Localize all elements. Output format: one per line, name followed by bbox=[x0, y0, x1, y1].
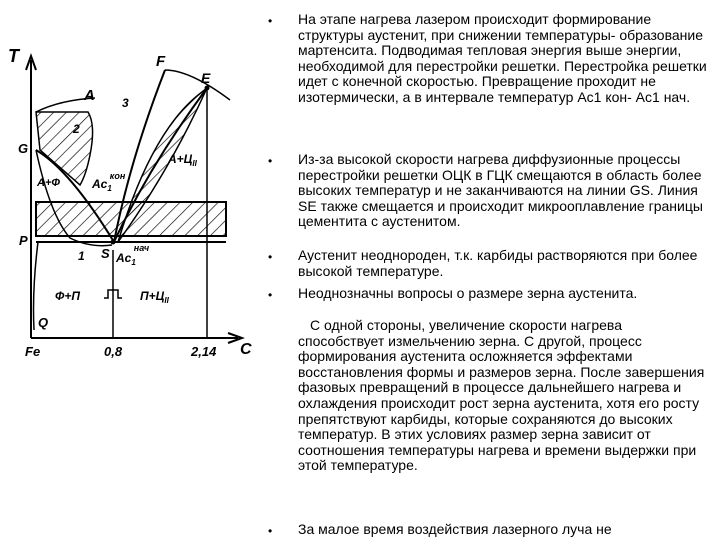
iron-carbon-diagram bbox=[0, 0, 262, 540]
label-point-q: Q bbox=[38, 315, 49, 330]
label-curve-2: 2 bbox=[73, 122, 80, 136]
label-tick-0-8: 0,8 bbox=[104, 344, 123, 359]
label-c-axis: C bbox=[240, 341, 252, 358]
bullet-4: • bbox=[268, 288, 273, 302]
point-e-dot bbox=[205, 86, 210, 91]
label-point-f: F bbox=[156, 53, 166, 70]
label-region-p-ts: $П+Ц_{II}$ bbox=[140, 289, 169, 305]
paragraph-austenite-heterogeneous: Аустенит неоднороден, т.к. карбиды растворяются при более высокой температуре. bbox=[298, 247, 698, 279]
bullet-5: • bbox=[268, 524, 273, 538]
label-point-g: G bbox=[18, 141, 29, 156]
label-fe: Fe bbox=[25, 344, 41, 359]
label-point-e: E bbox=[201, 70, 211, 86]
label-point-p: P bbox=[19, 233, 28, 248]
diagram-svg bbox=[0, 0, 262, 540]
point-s-dot bbox=[111, 240, 116, 245]
bullet-3: • bbox=[268, 250, 273, 264]
label-curve-3: 3 bbox=[122, 96, 129, 110]
bullet-2: • bbox=[268, 154, 273, 168]
paragraph-grain-growth: С одной стороны, увеличение скорости нагрева способствует измельчению зерна. С другой, процесс формирования аустенита осложняется эффектами восстановления формы и размеров зерна. После завершения фазовых превращений в процессе дальнейшего нагрева и охлаждения происходит рост зерна аустенита, хотя его росту препятствуют карбиды, которые сохраняются до высоких температур. В этих условиях размер зерна зависит от соотношения температуры нагрева и времени выдержки при этой температуре. bbox=[298, 317, 705, 474]
label-phase-a: A bbox=[84, 87, 95, 104]
label-region-f-p: Ф+П bbox=[55, 289, 81, 303]
paragraph-grain-size: Неоднозначны вопросы о размере зерна аустенита. bbox=[298, 285, 638, 301]
bullet-1: • bbox=[268, 14, 273, 28]
label-region-a-ts: $A+Ц_{II}$ bbox=[168, 152, 197, 168]
paragraph-short-exposure: За малое время воздействия лазерного луча не bbox=[298, 521, 612, 537]
label-region-a-f: A+Ф bbox=[37, 177, 60, 189]
label-curve-1: 1 bbox=[78, 249, 85, 263]
label-t-axis: T bbox=[8, 46, 19, 66]
label-point-s: S bbox=[101, 246, 110, 261]
label-ac1-nach: $Ac_1нач$ bbox=[116, 243, 150, 267]
paragraph-laser-heating: На этапе нагрева лазером происходит формирование структуры аустенит, при снижении температуры- образование мартенсита. Подводимая тепловая энергия выше энергии, необходимой для перестройки решетки. Перестройка решетки идет с конечной скоростью. Превращение проходит не изотермически, а в интервале температур Ас1 кон- Ас1 нач. bbox=[298, 11, 707, 105]
label-ac1-kon: $Ac_1кон$ bbox=[92, 171, 126, 193]
paragraph-high-speed-heating: Из-за высокой скорости нагрева диффузионные процессы перестройки решетки ОЦК в ГЦК смещаются в область более высоких температур и не заканчиваются на линии GS. Линия SE также смещается и происходит микрооплавление границы цементита с аустенитом. bbox=[298, 151, 703, 230]
label-tick-2-14: 2,14 bbox=[191, 344, 217, 359]
